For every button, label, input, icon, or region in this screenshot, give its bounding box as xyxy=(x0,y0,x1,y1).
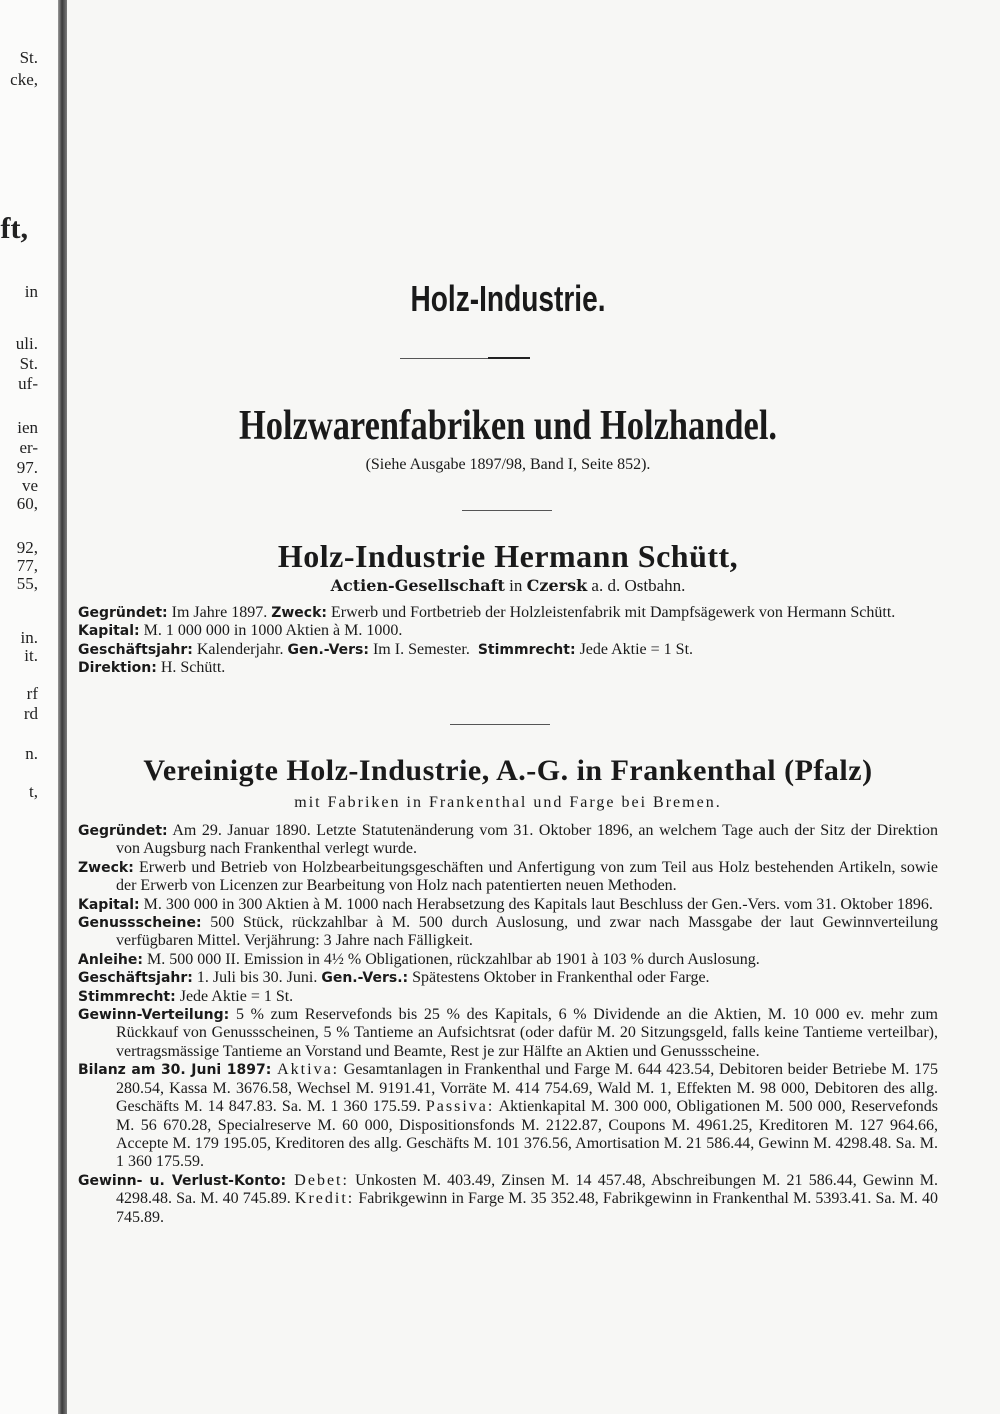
entry-label: Kredit: xyxy=(294,1190,355,1208)
gutter-text: er- xyxy=(19,438,38,457)
company-subtitle: mit Fabriken in Frankenthal und Farge bei Bremen. xyxy=(294,794,722,811)
gutter-text: in. xyxy=(20,628,38,647)
gutter-text: rf xyxy=(26,684,38,703)
entry-key: Gewinn- u. Verlust-Konto: xyxy=(78,1172,287,1189)
gutter-text: cke, xyxy=(10,70,38,89)
company-subtitle-bold: Actien-Gesellschaft xyxy=(330,576,505,595)
entry-label: Passiva: xyxy=(425,1098,495,1116)
company-entry xyxy=(78,822,938,1227)
entry-value: Am 29. Januar 1890. Letzte Statutenänderung vom 31. Oktober 1896, an welchem Tage auch der Sitz der Direktion von Augsburg nach Frankenthal verlegt wurde. xyxy=(116,822,938,858)
left-page-margin xyxy=(0,0,62,1414)
gutter-text: 92, xyxy=(16,538,38,557)
gutter-text: 55, xyxy=(16,574,38,593)
entry-key: Geschäftsjahr: xyxy=(78,641,193,658)
divider xyxy=(488,357,530,359)
entry-key: Gewinn-Verteilung: xyxy=(78,1007,230,1024)
entry-value: M. 300 000 in 300 Aktien à M. 1000 nach Herabsetzung des Kapitals laut Beschluss der Gen.-Vers. vom 31. Oktober 1896. xyxy=(139,895,933,913)
entry-value: Jede Aktie = 1 St. xyxy=(575,640,694,658)
gutter-text: 77, xyxy=(16,556,38,575)
entry-value: M. 1 000 000 in 1000 Aktien à M. 1000. xyxy=(139,622,403,640)
divider xyxy=(462,510,552,511)
gutter-text: 97. xyxy=(16,458,38,477)
page-title: Holz-Industrie. xyxy=(410,278,606,319)
entry-value: Erwerb und Betrieb von Holzbearbeitungsgeschäften und Anfertigung von zum Teil aus Holz bestehenden Artikeln, sowie der Erwerb von Licenzen zur Bearbeitung von Holz nach patentierten neuen Methoden. xyxy=(116,858,938,895)
divider xyxy=(450,724,550,725)
entry-key: Anleihe: xyxy=(78,951,143,968)
section-note: (Siehe Ausgabe 1897/98, Band I, Seite 852). xyxy=(365,456,651,473)
company-title: Holz-Industrie Hermann Schütt, xyxy=(277,538,739,574)
entry-key: Direktion: xyxy=(78,660,157,677)
entry-key: Bilanz am 30. Juni 1897: xyxy=(78,1062,272,1079)
entry-key: Zweck: xyxy=(271,605,327,621)
company-title: Vereinigte Holz-Industrie, A.-G. in Frankenthal (Pfalz) xyxy=(143,754,873,787)
company-subtitle-text: a. d. Ostbahn. xyxy=(587,576,686,595)
gutter-text: ft, xyxy=(0,212,28,245)
section-title: Holzwarenfabriken und Holzhandel. xyxy=(238,403,778,449)
entry-value: 1. Juli bis 30. Juni. xyxy=(192,969,322,987)
gutter-text: 60, xyxy=(16,494,38,513)
entry-value: Gesamtanlagen in Frankenthal und Farge M. 644 423.54, Debitoren beider Betriebe M. 175 280.54, Kassa M. 3676.58, Wechsel M. 9191.41, Vorräte M. 414 754.69, Wald M. 1, Effekten M. 98 000, Debitoren des allg. Geschäfts M. 14 847.83. Sa. M. 1 360 175.59. xyxy=(116,1061,939,1116)
company-subtitle xyxy=(78,576,938,596)
gutter-text: it. xyxy=(24,646,38,665)
company-subtitle-text: in xyxy=(504,576,527,595)
entry-key: Gen.-Vers.: xyxy=(321,970,409,987)
gutter-text: n. xyxy=(25,744,38,763)
entry-value: Spätestens Oktober in Frankenthal oder Farge. xyxy=(408,969,710,987)
gutter-text: t, xyxy=(29,782,38,801)
entry-value: Aktienkapital M. 300 000, Obligationen M. 500 000, Reservefonds M. 56 670.28, Specialreserve M. 60 000, Dispositionsfonds M. 2122.87, Coupons M. 4961.25, Kreditoren M. 127 964.66, Accepte M. 179 195.05, Kreditoren des allg. Geschäfts M. 101 376.56, Amortisation M. 21 586.44, Gewinn M. 4298.48. Sa. M. 1 360 175.59. xyxy=(116,1098,939,1171)
gutter-text: ve xyxy=(21,476,38,495)
entry-label: Debet: xyxy=(286,1171,349,1189)
entry-value: Kalenderjahr. xyxy=(192,640,288,658)
entry-key: Stimmrecht: xyxy=(78,988,176,1005)
entry-value: Unkosten M. 403.49, Zinsen M. 14 457.48, Abschreibungen M. 21 586.44, Gewinn M. 4298.48. Sa. M. 40 745.89. xyxy=(116,1171,938,1208)
entry-key: Zweck: xyxy=(78,859,134,876)
gutter-text: uli. xyxy=(15,334,38,353)
entry-key: Gegründet: xyxy=(78,605,168,621)
document-page xyxy=(78,0,938,1414)
entry-key: Gegründet: xyxy=(78,823,168,839)
gutter-text: St. xyxy=(19,48,38,67)
entry-key: Geschäftsjahr: xyxy=(78,970,193,987)
entry-key: Gen.-Vers: xyxy=(287,641,369,658)
entry-key: Kapital: xyxy=(78,896,140,913)
gutter-text: rd xyxy=(23,704,38,723)
entry-value: Erwerb und Fortbetrieb der Holzleistenfabrik mit Dampfsägewerk von Hermann Schütt. xyxy=(326,604,896,621)
entry-value: Fabrikgewinn in Farge M. 35 352.48, Fabrikgewinn in Frankenthal M. 5393.41. Sa. M. 40 745.89. xyxy=(116,1190,938,1226)
entry-value: Jede Aktie = 1 St. xyxy=(175,987,294,1005)
entry-key: Stimmrecht: xyxy=(477,641,576,658)
entry-value: Im Jahre 1897. xyxy=(167,604,272,621)
entry-label: Aktiva: xyxy=(271,1061,340,1079)
entry-value: 5 % zum Reservefonds bis 25 % des Kapitals, 6 % Dividende an die Aktien, M. 10 000 ev. mehr zum Rückkauf von Genussscheinen, 5 % Tantieme an Aufsichtsrat (oder dafür M. 20 Sitzungsgeld, falls keine Tantieme verteilbar), vertragsmässige Tantieme an Vorstand und Beamte, Rest je zur Hälfte an Aktien und Genussscheine. xyxy=(116,1006,938,1060)
book-spine-shadow xyxy=(58,0,67,1414)
entry-value: M. 500 000 II. Emission in 4½ % Obligationen, rückzahlbar ab 1901 à 103 % durch Auslosung. xyxy=(142,950,760,968)
gutter-text: in xyxy=(24,282,38,301)
entry-key: Genussscheine: xyxy=(78,915,202,932)
gutter-text: uf- xyxy=(18,374,38,393)
entry-value: H. Schütt. xyxy=(156,659,226,677)
gutter-text: ien xyxy=(17,418,38,437)
gutter-text: St. xyxy=(19,354,38,373)
entry-value: Im I. Semester. xyxy=(368,640,474,658)
entry-key: Kapital: xyxy=(78,623,140,640)
entry-value: 500 Stück, rückzahlbar à M. 500 durch Auslosung, und zwar nach Massgabe der laut Gewinnverteilung verfügbaren Mittel. Verjährung: 3 Jahre nach Fälligkeit. xyxy=(116,914,938,950)
company-place: Czersk xyxy=(526,576,588,595)
company-entry xyxy=(78,604,938,678)
